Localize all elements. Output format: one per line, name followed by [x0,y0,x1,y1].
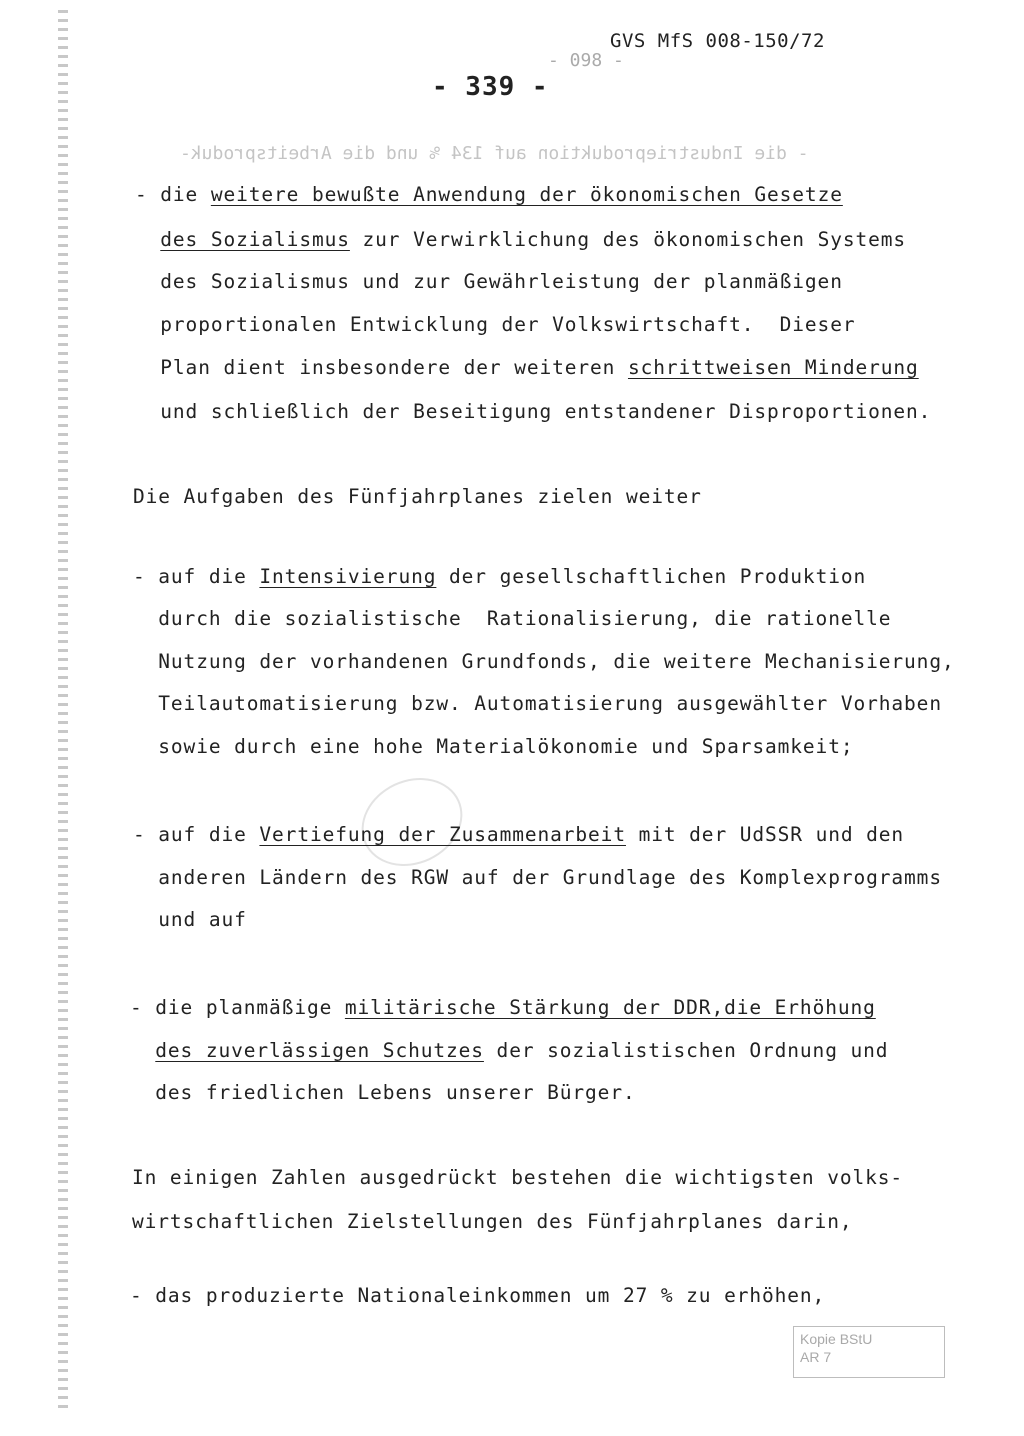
text-line [130,1039,888,1062]
text-segment: des friedlichen Lebens unserer Bürger. [130,1081,636,1104]
text-line [133,823,904,846]
text-line [135,356,919,379]
text-segment: wirtschaftlichen Zielstellungen des Fünfjahrplanes darin, [132,1210,853,1233]
text-segment: durch die sozialistische Rationalisierung, die rationelle [133,607,892,630]
underlined-phrase: Vertiefung der Zusammenarbeit [259,823,626,846]
text-line [133,692,942,715]
text-segment: - die planmäßige [130,996,345,1019]
text-segment: der sozialistischen Ordnung und [483,1039,889,1062]
page-number: - 339 - [432,72,549,102]
text-segment: - auf die [133,565,260,588]
text-segment: und auf [133,908,247,931]
underlined-phrase: militärische Stärkung der DDR,die Erhöhung [344,996,876,1019]
text-line [135,270,843,293]
text-segment: der gesellschaftlichen Produktion [436,565,867,588]
text-line [133,607,891,630]
text-segment: Teilautomatisierung bzw. Automatisierung ausgewählter Vorhaben [133,692,942,715]
underlined-phrase: schrittweisen Minderung [627,356,919,379]
text-line [133,565,866,588]
scan-edge-artifact [58,10,68,1410]
text-line [133,866,942,889]
text-segment: anderen Ländern des RGW auf der Grundlage des Komplexprogramms [133,866,942,889]
text-line [130,996,876,1019]
text-line [130,1081,636,1104]
underlined-phrase: weitere bewußte Anwendung der ökonomischen Gesetze [210,183,843,206]
text-line [130,1284,825,1307]
text-line [133,735,853,758]
text-segment: des Sozialismus und zur Gewährleistung der planmäßigen [135,270,843,293]
stamp-line-2: AR 7 [800,1349,832,1365]
underlined-phrase: Intensivierung [259,565,437,588]
text-segment: - die [135,183,211,206]
text-segment [135,228,160,251]
text-segment: sowie durch eine hohe Materialökonomie und Sparsamkeit; [133,735,854,758]
text-segment: Die Aufgaben des Fünfjahrplanes zielen weiter [133,485,702,508]
underlined-phrase: des zuverlässigen Schutzes [155,1039,484,1062]
text-segment: - auf die [133,823,260,846]
text-segment: - das produzierte Nationaleinkommen um 27 % zu erhöhen, [130,1284,826,1307]
text-segment: Plan dient insbesondere der weiteren [135,356,628,379]
text-line [135,183,843,206]
text-segment: und schließlich der Beseitigung entstandener Disproportionen. [135,400,932,423]
text-line [132,1166,903,1189]
old-page-number: - 098 - [548,50,624,71]
document-reference: GVS MfS 008-150/72 [610,30,825,52]
text-segment: In einigen Zahlen ausgedrückt bestehen die wichtigsten volks- [132,1166,904,1189]
text-line [133,650,955,673]
underlined-phrase: des Sozialismus [160,228,350,251]
text-line [133,908,247,931]
text-segment: proportionalen Entwicklung der Volkswirtschaft. Dieser [135,313,856,336]
text-line [135,228,906,251]
watermark-stamp [347,762,477,882]
archive-stamp [793,1326,945,1378]
text-segment: zur Verwirklichung des ökonomischen Systems [349,228,907,251]
text-segment: Nutzung der vorhandenen Grundfonds, die weitere Mechanisierung, [133,650,955,673]
text-segment: mit der UdSSR und den [625,823,905,846]
text-line [135,400,931,423]
text-line [133,485,702,508]
bleed-through-text: - die Industrieproduktion auf 134 % und die Arbeitsproduk- [180,143,809,164]
text-line [132,1210,852,1233]
text-segment [130,1039,155,1062]
text-line [135,313,855,336]
stamp-line-1: Kopie BStU [800,1331,873,1347]
